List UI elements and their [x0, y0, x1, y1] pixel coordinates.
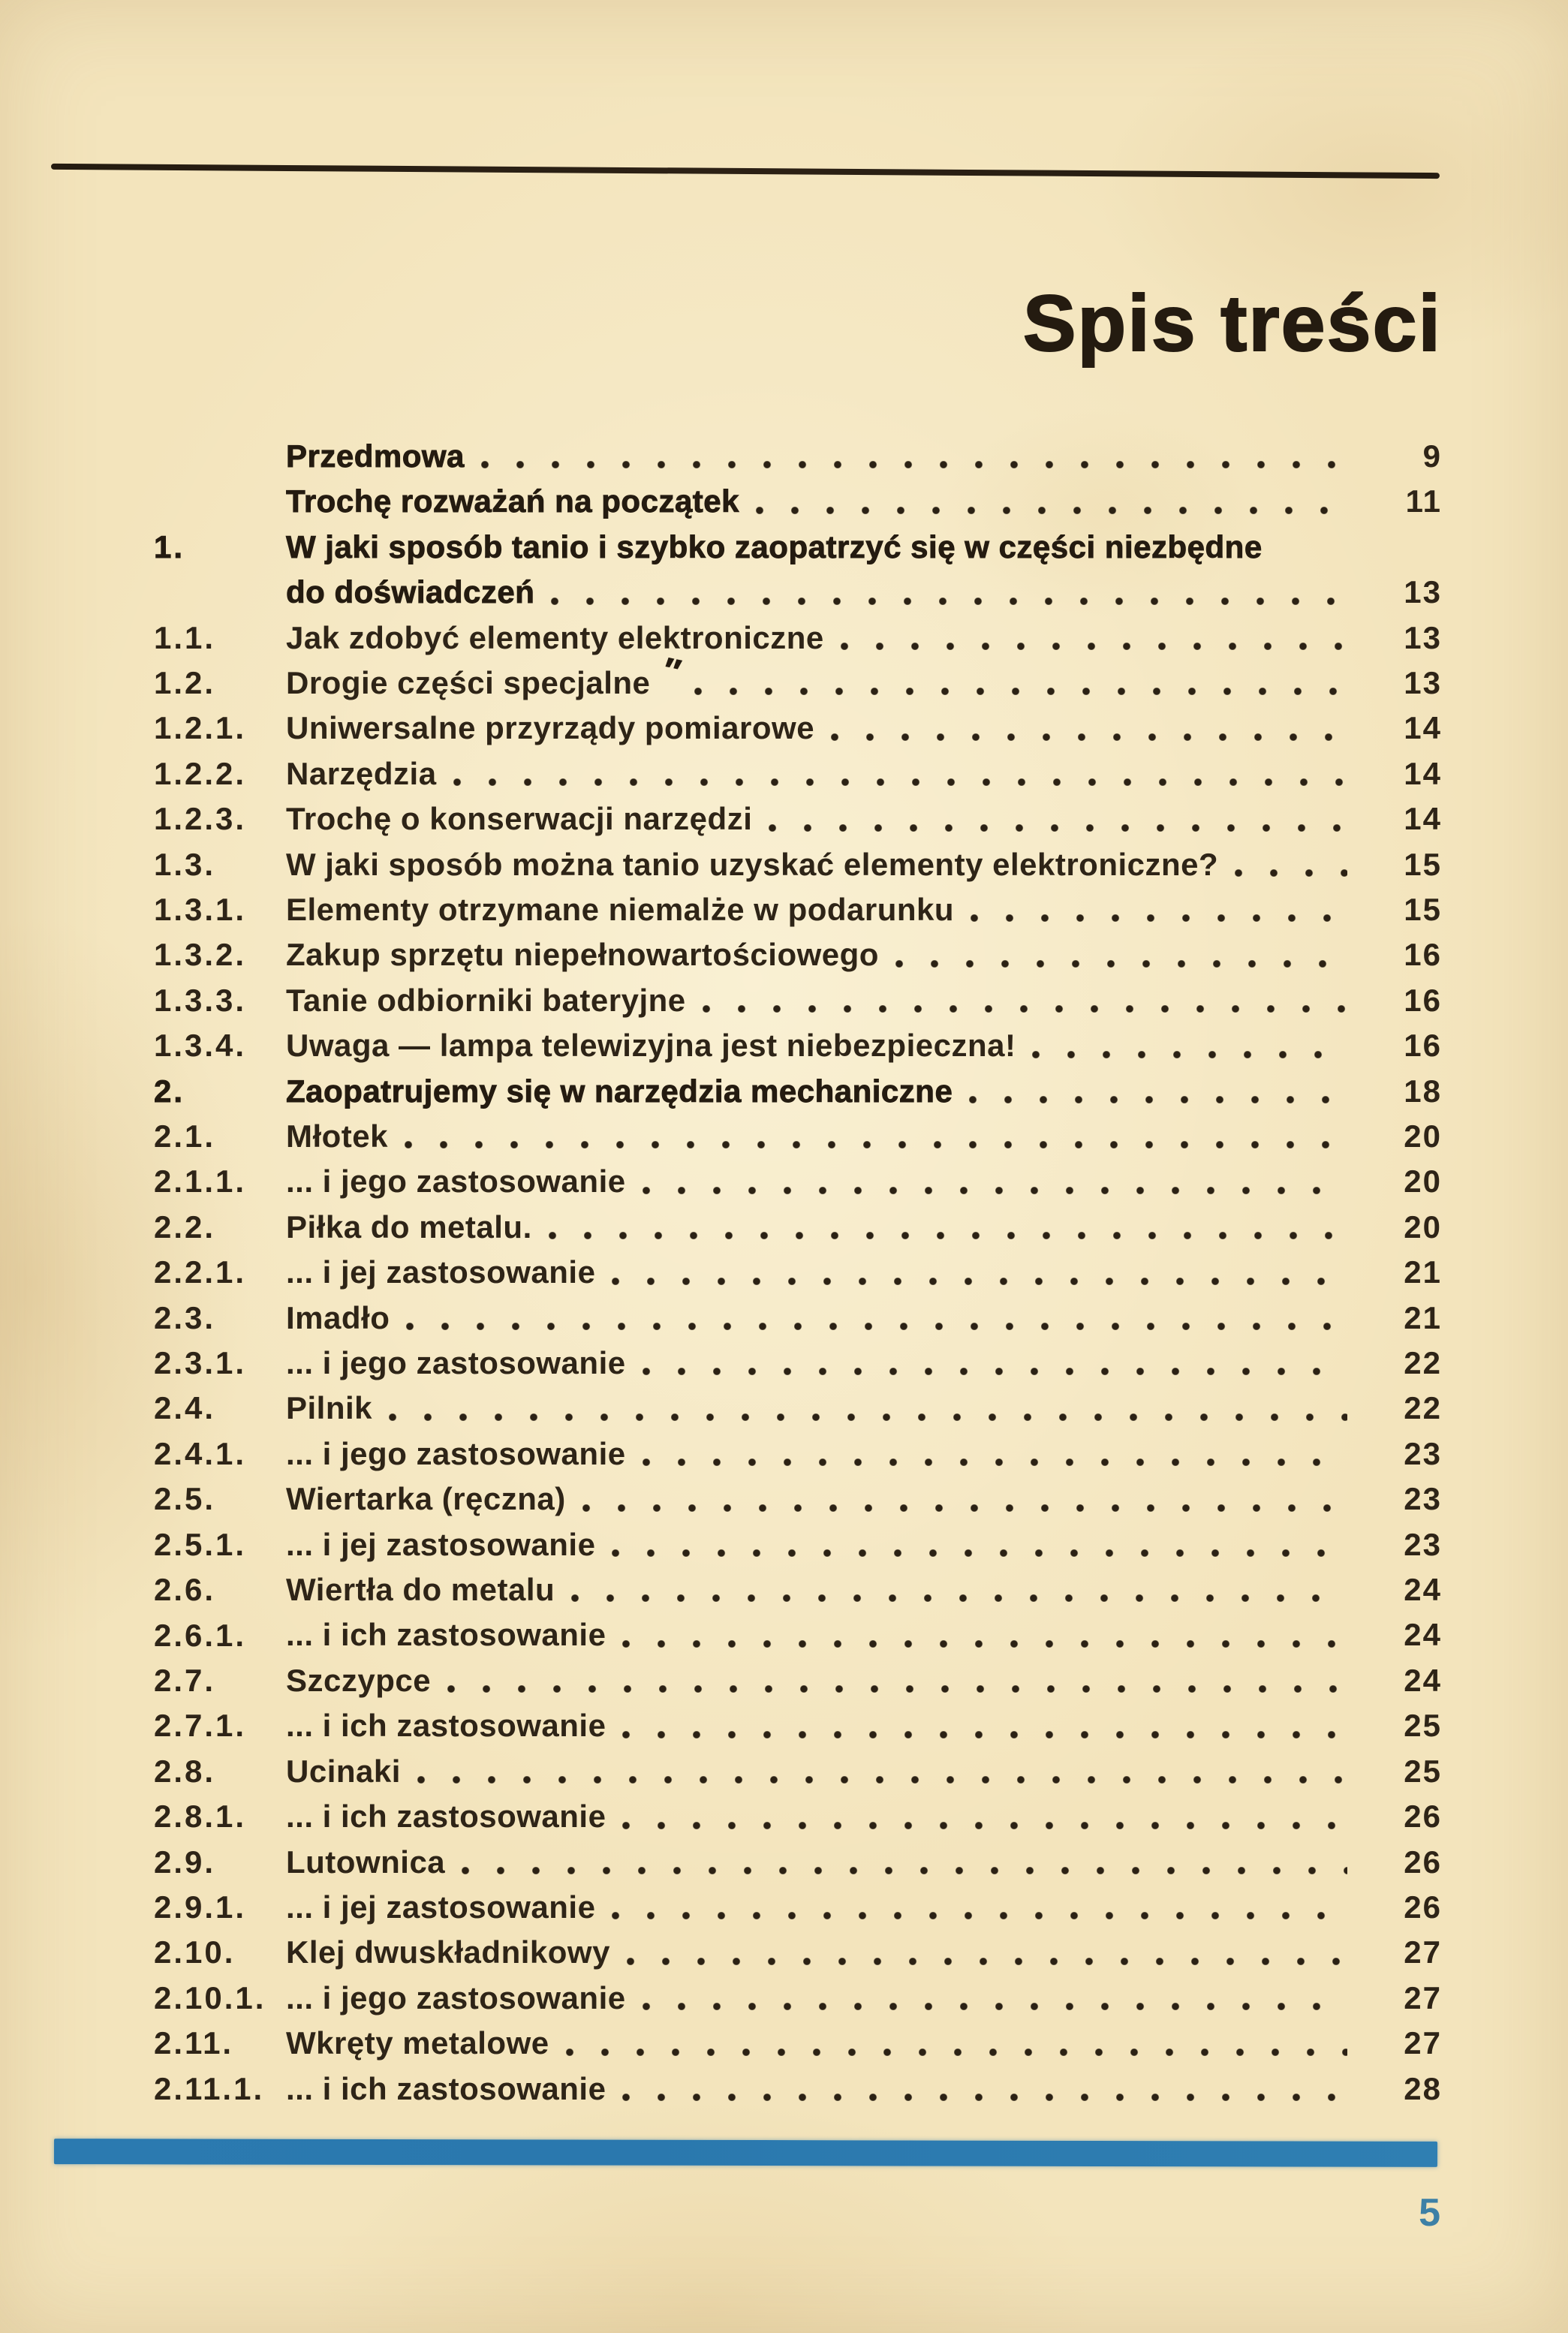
toc-entry-title: Uwaga — lampa telewizyjna jest niebezpieczna!	[286, 1028, 1016, 1064]
toc-entry-title: Zaopatrujemy się w narzędzia mechaniczne	[286, 1073, 953, 1109]
toc-entry-line	[286, 1477, 1442, 1522]
toc-entry-title: Klej dwuskładnikowy	[286, 1934, 610, 1970]
toc-entry-title: Tanie odbiorniki bateryjne	[286, 982, 686, 1018]
toc-entry-number: 1.2.2.	[154, 755, 247, 791]
toc-entry-title: Wkręty metalowe	[286, 2025, 549, 2061]
toc-entry-title: Piłka do metalu.	[286, 1209, 532, 1245]
toc-entry-line	[286, 1885, 1442, 1930]
toc-entry-line	[286, 2067, 1442, 2112]
dot-leader	[447, 1685, 1347, 1693]
toc-entry-number: 2.9.	[154, 1844, 216, 1880]
toc-entry-number: 2.11.	[154, 2025, 234, 2061]
toc-entry-number: 1.	[154, 528, 185, 564]
toc-entry-page-number: 16	[1404, 982, 1442, 1018]
toc-entry-page-number: 22	[1404, 1390, 1442, 1426]
toc-entry-number: 2.7.1.	[154, 1708, 247, 1744]
toc-entry	[154, 1840, 1442, 1885]
toc-entry-page-number: 27	[1404, 2025, 1442, 2061]
dot-leader	[756, 507, 1347, 514]
toc-entry-line	[286, 1522, 1442, 1567]
toc-entry	[154, 842, 1442, 887]
toc-entry-body	[286, 650, 1442, 706]
toc-entry	[154, 1386, 1442, 1431]
toc-entry-line	[286, 1613, 1442, 1658]
toc-entry-title: ... i jego zastosowanie	[286, 1345, 626, 1381]
toc-entry-page-number: 27	[1404, 1979, 1442, 2015]
toc-entry-page-number: 11	[1405, 483, 1442, 519]
dot-leader	[612, 1912, 1347, 1919]
toc-entry-line	[286, 525, 1442, 570]
toc-entry-body	[286, 1930, 1442, 1975]
dot-leader	[643, 2003, 1347, 2010]
toc-entry-body	[286, 1703, 1442, 1748]
toc-entry-line	[286, 1658, 1442, 1703]
toc-entry-line	[286, 1431, 1442, 1477]
toc-entry-number: 2.10.	[154, 1934, 236, 1970]
toc-entry	[154, 978, 1442, 1023]
toc-entry	[154, 2067, 1442, 2112]
toc-entry-page-number: 15	[1404, 891, 1442, 927]
toc-entry-line	[286, 650, 1442, 706]
toc-entry	[154, 1930, 1442, 1975]
toc-entry-page-number: 24	[1404, 1662, 1442, 1698]
toc-entry	[154, 1567, 1442, 1612]
toc-entry-number: 2.2.1.	[154, 1254, 247, 1290]
toc-entry	[154, 1477, 1442, 1522]
toc-entry	[154, 1613, 1442, 1658]
toc-entry	[154, 1522, 1442, 1567]
toc-entry-page-number: 28	[1404, 2070, 1442, 2106]
toc-entry-title: ... i ich zastosowanie	[286, 2070, 606, 2106]
toc-entry-number: 1.2.3.	[154, 801, 247, 837]
dot-leader	[1235, 869, 1347, 877]
toc-entry-page-number: 20	[1404, 1118, 1442, 1154]
dot-leader	[627, 1958, 1347, 1965]
toc-entry-number: 1.3.2.	[154, 937, 247, 973]
toc-entry	[154, 1159, 1442, 1204]
toc-entry-number: 2.3.	[154, 1299, 216, 1335]
toc-entry-page-number: 24	[1404, 1617, 1442, 1653]
toc-entry-body	[286, 2067, 1442, 2112]
toc-entry-body	[286, 1069, 1442, 1114]
toc-entry-page-number: 15	[1404, 846, 1442, 882]
toc-entry	[154, 1885, 1442, 1930]
toc-entry-number: 2.1.1.	[154, 1163, 247, 1200]
toc-entry-line	[286, 1703, 1442, 1748]
toc-entry-body	[286, 1023, 1442, 1068]
toc-entry-number: 1.3.1.	[154, 892, 247, 927]
dot-leader	[549, 1232, 1347, 1239]
dot-leader	[582, 1504, 1347, 1512]
toc-entry-body	[286, 1477, 1442, 1522]
toc-entry-body	[286, 1976, 1442, 2021]
toc-entry-line	[286, 1250, 1442, 1295]
toc-entry	[154, 1341, 1442, 1386]
toc-entry-page-number: 24	[1404, 1572, 1442, 1608]
toc-entry-number: 2.10.1.	[154, 1979, 266, 2015]
toc-entry-page-number: 13	[1404, 664, 1442, 700]
toc-entry-body	[286, 1431, 1442, 1477]
dot-leader	[643, 1459, 1347, 1466]
toc-entry-page-number: 26	[1404, 1889, 1442, 1925]
toc-entry-line	[286, 1069, 1442, 1114]
toc-entry-title: Jak zdobyć elementy elektroniczne	[286, 619, 824, 655]
toc-entry-title: Przedmowa	[286, 438, 465, 474]
toc-entry-page-number: 23	[1404, 1481, 1442, 1517]
dot-leader	[612, 1549, 1347, 1557]
toc-entry-line	[286, 1296, 1442, 1341]
toc-entry-page-number: 13	[1404, 574, 1442, 610]
toc-entry-title: ... i ich zastosowanie	[286, 1617, 606, 1653]
toc-entry-body	[286, 1840, 1442, 1885]
toc-entry-number: 2.11.1.	[154, 2070, 265, 2106]
toc-entry-page-number: 16	[1404, 1028, 1442, 1064]
toc-entry	[154, 479, 1442, 524]
toc-entry-title: Trochę rozważań na początek	[286, 483, 740, 519]
toc-entry-page-number: 13	[1404, 619, 1442, 655]
toc-entry-line	[286, 1840, 1442, 1885]
toc-entry	[154, 650, 1442, 706]
toc-entry-number	[154, 434, 286, 479]
toc-entry-number: 1.3.4.	[154, 1028, 247, 1064]
toc-entry-page-number: 27	[1404, 1934, 1442, 1970]
toc-entry-page-number: 23	[1404, 1435, 1442, 1471]
toc-entry-number: 2.1.	[154, 1118, 216, 1154]
toc-entry-number: 2.6.1.	[154, 1617, 247, 1653]
toc-entry-line	[286, 616, 1442, 661]
toc-entry	[154, 1250, 1442, 1295]
toc-entry-number: 2.5.1.	[154, 1526, 247, 1562]
dot-leader	[643, 1368, 1347, 1375]
toc-entry-line	[286, 1976, 1442, 2021]
toc-entry-number: 1.3.	[154, 846, 216, 882]
toc-entry-number: 2.8.	[154, 1753, 216, 1789]
dot-leader	[643, 1187, 1347, 1194]
toc-entry-title: Szczypce	[286, 1662, 432, 1698]
dot-leader	[551, 598, 1347, 605]
toc-entry	[154, 751, 1442, 796]
toc-entry-body	[286, 1749, 1442, 1794]
toc-entry-page-number: 25	[1404, 1708, 1442, 1744]
dot-leader	[831, 733, 1347, 741]
toc-entry-number: 1.1.	[154, 619, 216, 655]
toc-entry-number: 2.2.	[154, 1209, 216, 1245]
toc-entry-body	[286, 616, 1442, 661]
dot-leader	[971, 914, 1347, 922]
toc-entry-body	[286, 1567, 1442, 1612]
toc-entry-page-number: 20	[1404, 1163, 1442, 1200]
toc-entry-page-number: 14	[1404, 801, 1442, 837]
page-number: 5	[1419, 2191, 1440, 2235]
toc-entry-title: ... i ich zastosowanie	[286, 1799, 606, 1835]
toc-entry	[154, 1976, 1442, 2021]
toc-entry-title: Drogie części specjalne	[286, 664, 651, 700]
page-title: Spis treści	[1022, 279, 1442, 369]
pen-mark-annotation: ″	[660, 650, 685, 692]
toc-entry	[154, 1296, 1442, 1341]
dot-leader	[622, 1822, 1347, 1829]
toc-entry-title: do doświadczeń	[286, 574, 535, 610]
toc-entry-line	[286, 2021, 1442, 2066]
toc-entry-number	[154, 479, 286, 524]
toc-entry	[154, 525, 1442, 616]
toc-entry-body	[286, 1114, 1442, 1159]
toc-entry	[154, 1794, 1442, 1839]
toc-entry-body	[286, 434, 1442, 479]
toc-entry-body	[286, 479, 1442, 524]
toc-entry-body	[286, 1794, 1442, 1839]
toc-entry-body	[286, 1296, 1442, 1341]
toc-entry-title: Pilnik	[286, 1390, 373, 1426]
toc-entry-line	[286, 706, 1442, 751]
toc-entry-page-number: 21	[1404, 1299, 1442, 1335]
toc-entry-line	[286, 842, 1442, 887]
toc-entry	[154, 1658, 1442, 1703]
dot-leader	[406, 1323, 1347, 1330]
toc-entry	[154, 1703, 1442, 1748]
dot-leader	[694, 688, 1347, 695]
toc-entry-body	[286, 751, 1442, 796]
dot-leader	[969, 1096, 1347, 1103]
toc-entry-title: ... i jej zastosowanie	[286, 1254, 596, 1290]
dot-leader	[481, 461, 1347, 468]
toc-entry-line	[286, 1023, 1442, 1068]
toc-entry-title: ... i jej zastosowanie	[286, 1889, 596, 1925]
dot-leader	[622, 2094, 1347, 2101]
dot-leader	[453, 778, 1347, 786]
toc-entry-title: Narzędzia	[286, 755, 437, 791]
toc-entry-number: 2.4.	[154, 1390, 216, 1426]
toc-entry-body	[286, 796, 1442, 841]
toc-entry	[154, 434, 1442, 479]
toc-entry-page-number: 21	[1404, 1254, 1442, 1290]
toc-entry-body	[286, 1522, 1442, 1567]
toc-entry-page-number: 20	[1404, 1209, 1442, 1245]
toc-entry	[154, 1069, 1442, 1114]
toc-entry-title: W jaki sposób tanio i szybko zaopatrzyć się w części niezbędne	[286, 528, 1263, 564]
toc-entry-number: 2.4.1.	[154, 1435, 247, 1471]
toc-entry-body	[286, 932, 1442, 977]
toc-entry	[154, 932, 1442, 977]
dot-leader	[769, 824, 1347, 832]
toc-entry	[154, 1205, 1442, 1250]
dot-leader	[841, 643, 1347, 650]
toc-entry-line	[286, 1567, 1442, 1612]
dot-leader	[405, 1141, 1347, 1148]
dot-leader	[462, 1867, 1347, 1874]
toc-entry-title: ... i jego zastosowanie	[286, 1435, 626, 1471]
toc-entry-line	[286, 479, 1442, 524]
toc-entry-body	[286, 525, 1442, 616]
toc-entry-title: Zakup sprzętu niepełnowartościowego	[286, 937, 879, 973]
dot-leader	[895, 960, 1347, 968]
dot-leader	[389, 1413, 1347, 1421]
toc-entry-line	[286, 932, 1442, 977]
toc-entry-number: 2.	[154, 1073, 185, 1109]
toc-entry-title: Młotek	[286, 1118, 389, 1154]
toc-entry-body	[286, 1341, 1442, 1386]
toc-entry-body	[286, 978, 1442, 1023]
toc-entry-title: Wiertła do metalu	[286, 1572, 555, 1608]
dot-leader	[1032, 1051, 1347, 1058]
toc-entry-number: 1.2.1.	[154, 710, 247, 746]
dot-leader	[571, 1594, 1347, 1602]
dot-leader	[622, 1640, 1347, 1648]
toc-entry	[154, 1114, 1442, 1159]
toc-entry-page-number: 9	[1422, 438, 1442, 474]
bottom-accent-bar	[54, 2139, 1437, 2167]
toc-entry-line	[286, 1159, 1442, 1204]
toc-entry-body	[286, 887, 1442, 932]
toc-entry-page-number: 26	[1404, 1799, 1442, 1835]
toc-entry	[154, 1431, 1442, 1477]
toc-entry-number: 2.9.1.	[154, 1889, 247, 1925]
toc-entry-number: 2.3.1.	[154, 1345, 247, 1381]
toc-entry-line	[286, 1930, 1442, 1975]
toc-entry	[154, 2021, 1442, 2066]
toc-entry-line	[286, 1749, 1442, 1794]
dot-leader	[566, 2049, 1347, 2056]
toc-entry-page-number: 26	[1404, 1844, 1442, 1880]
toc-entry-body	[286, 1205, 1442, 1250]
toc-entry-line	[286, 1114, 1442, 1159]
toc-entry-body	[286, 1386, 1442, 1431]
toc-entry-page-number: 23	[1404, 1526, 1442, 1562]
toc-entry-title: ... i jego zastosowanie	[286, 1163, 626, 1200]
toc-entry-page-number: 16	[1404, 937, 1442, 973]
toc-entry-line	[286, 434, 1442, 479]
dot-leader	[622, 1731, 1347, 1738]
toc-entry-title: Wiertarka (ręczna)	[286, 1481, 566, 1517]
toc-entry	[154, 1023, 1442, 1068]
toc-entry-number: 2.5.	[154, 1481, 216, 1517]
toc-entry-page-number: 18	[1404, 1073, 1442, 1109]
dot-leader	[612, 1278, 1347, 1285]
toc-entry-number: 2.7.	[154, 1662, 216, 1698]
toc-entry-body	[286, 1613, 1442, 1658]
toc-entry-page-number: 25	[1404, 1753, 1442, 1789]
toc-entry-line	[286, 1794, 1442, 1839]
toc-entry-title: Elementy otrzymane niemalże w podarunku	[286, 891, 955, 927]
toc-entry-line	[286, 1341, 1442, 1386]
toc-entry-line	[286, 978, 1442, 1023]
toc-entry-title: ... i jego zastosowanie	[286, 1979, 626, 2015]
toc-entry	[154, 887, 1442, 932]
toc-entry-line	[286, 887, 1442, 932]
dot-leader	[703, 1005, 1347, 1013]
toc-entry-body	[286, 1658, 1442, 1703]
toc-entry-line	[286, 751, 1442, 796]
toc-entry-number: 2.8.1.	[154, 1799, 247, 1835]
toc-entry-title: Imadło	[286, 1299, 390, 1335]
toc-entry-number: 2.6.	[154, 1572, 216, 1608]
toc-entry-body	[286, 1250, 1442, 1295]
toc-entry-title: Ucinaki	[286, 1753, 401, 1789]
toc-entry-line	[286, 570, 1442, 615]
toc-entry-title: W jaki sposób można tanio uzyskać elementy elektroniczne?	[286, 846, 1219, 882]
toc-entry-line	[286, 796, 1442, 841]
toc-entry	[154, 796, 1442, 841]
dot-leader	[417, 1776, 1347, 1784]
toc-entry-body	[286, 1885, 1442, 1930]
toc-entry-line	[286, 1386, 1442, 1431]
toc-entry-body	[286, 842, 1442, 887]
toc-entry-title: Lutownica	[286, 1844, 446, 1880]
toc-entry-title: ... i ich zastosowanie	[286, 1708, 606, 1744]
toc-entry-body	[286, 2021, 1442, 2066]
toc-entry-number: 1.2.	[154, 664, 216, 700]
toc-entry-title: ... i jej zastosowanie	[286, 1526, 596, 1562]
toc-entry-title: Uniwersalne przyrządy pomiarowe	[286, 710, 815, 746]
toc-entry-page-number: 14	[1404, 755, 1442, 791]
toc-entry	[154, 1749, 1442, 1794]
toc-entry-page-number: 14	[1404, 710, 1442, 746]
toc-entry-number: 1.3.3.	[154, 982, 247, 1018]
toc-entry	[154, 706, 1442, 751]
toc-entry-title: Trochę o konserwacji narzędzi	[286, 801, 753, 837]
toc-entry-body	[286, 1159, 1442, 1204]
top-horizontal-rule	[51, 164, 1440, 179]
table-of-contents	[154, 434, 1442, 2112]
toc-entry-page-number: 22	[1404, 1345, 1442, 1381]
toc-entry-line	[286, 1205, 1442, 1250]
toc-entry	[154, 616, 1442, 661]
toc-entry-body	[286, 706, 1442, 751]
